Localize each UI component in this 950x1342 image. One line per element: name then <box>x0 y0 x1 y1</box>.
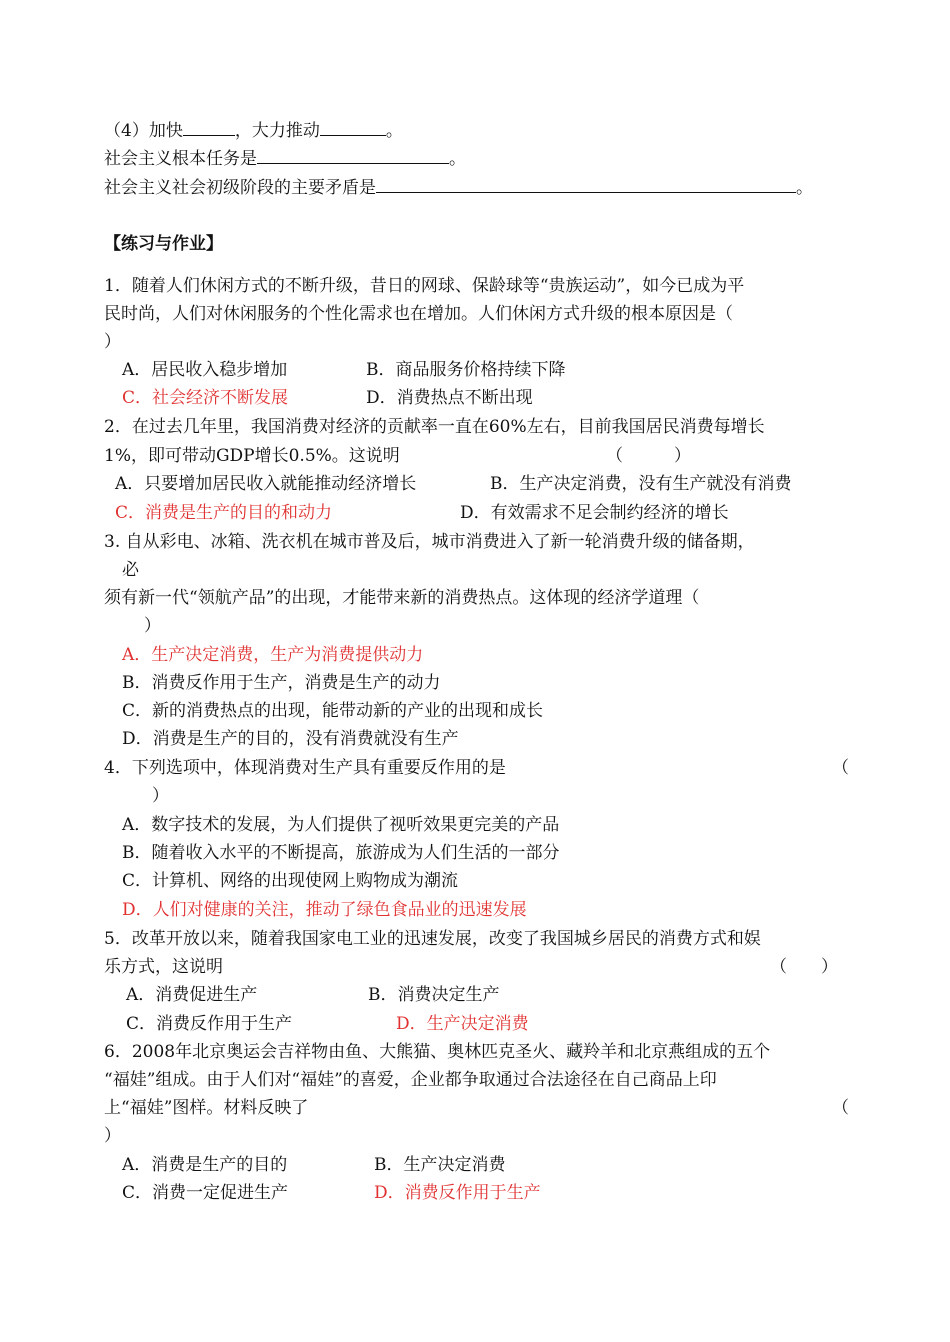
question-3-stem: 须有新一代“领航产品”的出现，才能带来新的消费热点。这体现的经济学道理（ <box>104 588 700 608</box>
question-4-stem: 4．下列选项中，体现消费对生产具有重要反作用的是 <box>104 758 506 778</box>
intro-text: 。 <box>796 178 813 198</box>
question-1-option-c: C．社会经济不断发展 <box>122 388 289 408</box>
answer-paren: （ ） <box>606 446 691 466</box>
question-5-stem: 5．改革开放以来，随着我国家电工业的迅速发展，改变了我国城乡居民的消费方式和娱 <box>104 929 761 949</box>
question-2-stem: 2．在过去几年里，我国消费对经济的贡献率一直在60%左右，目前我国居民消费每增长 <box>104 417 765 437</box>
answer-paren: （ ） <box>770 957 838 977</box>
question-5-option-d: D．生产决定消费 <box>396 1014 529 1034</box>
question-6-stem: 上“福娃”图样。材料反映了 <box>104 1098 309 1118</box>
question-1-option-b: B．商品服务价格持续下降 <box>366 360 566 380</box>
intro-line-3 <box>104 177 813 198</box>
answer-blank <box>257 148 449 164</box>
question-4-stem: ） <box>152 786 169 806</box>
intro-text: 社会主义社会初级阶段的主要矛盾是 <box>104 178 376 198</box>
question-4-option-a: A．数字技术的发展，为人们提供了视听效果更完美的产品 <box>122 815 560 835</box>
question-3-option-c: C．新的消费热点的出现，能带动新的产业的出现和成长 <box>122 701 544 721</box>
intro-text: （4）加快 <box>104 121 183 141</box>
question-5-option-c: C．消费反作用于生产 <box>126 1014 293 1034</box>
intro-line-1 <box>104 120 403 141</box>
answer-paren: （ <box>832 758 849 778</box>
question-6-stem: 6．2008年北京奥运会吉祥物由鱼、大熊猫、奥林匹克圣火、藏羚羊和北京燕组成的五个 <box>104 1042 771 1062</box>
section-title: 【练习与作业】 <box>104 234 223 254</box>
intro-text: 。 <box>449 149 466 169</box>
question-6-stem: “福娃”组成。由于人们对“福娃”的喜爱，企业都争取通过合法途径在自己商品上印 <box>104 1070 717 1090</box>
question-3-option-b: B．消费反作用于生产，消费是生产的动力 <box>122 673 441 693</box>
question-1-option-d: D．消费热点不断出现 <box>366 388 533 408</box>
question-2-option-c: C．消费是生产的目的和动力 <box>115 503 333 523</box>
intro-line-2 <box>104 148 466 169</box>
intro-text: 。 <box>385 121 403 141</box>
question-4-option-b: B．随着收入水平的不断提高，旅游成为人们生活的一部分 <box>122 843 560 863</box>
question-1-stem: 民时尚，人们对休闲服务的个性化需求也在增加。人们休闲方式升级的根本原因是（ <box>104 304 733 324</box>
question-5-stem: 乐方式，这说明 <box>104 957 223 977</box>
answer-paren: （ <box>832 1098 849 1118</box>
question-6-option-a: A．消费是生产的目的 <box>122 1155 288 1175</box>
question-3-option-d: D．消费是生产的目的，没有消费就没有生产 <box>122 729 459 749</box>
question-6-stem: ） <box>104 1126 121 1146</box>
question-6-option-c: C．消费一定促进生产 <box>122 1183 289 1203</box>
question-1-stem: 1．随着人们休闲方式的不断升级，昔日的网球、保龄球等“贵族运动”，如今已成为平 <box>104 276 745 296</box>
intro-text: ，大力推动 <box>234 121 320 141</box>
question-2-option-b: B．生产决定消费，没有生产就没有消费 <box>490 474 792 494</box>
question-3-stem: 必 <box>122 560 139 580</box>
intro-text: 社会主义根本任务是 <box>104 149 257 169</box>
question-6-option-d: D．消费反作用于生产 <box>374 1183 541 1203</box>
question-2-option-a: A．只要增加居民收入就能推动经济增长 <box>115 474 417 494</box>
question-3-option-a: A．生产决定消费，生产为消费提供动力 <box>122 645 424 665</box>
question-4-option-c: C．计算机、网络的出现使网上购物成为潮流 <box>122 871 459 891</box>
question-1-option-a: A．居民收入稳步增加 <box>122 360 288 380</box>
question-5-option-b: B．消费决定生产 <box>368 985 500 1005</box>
question-1-stem: ） <box>104 332 121 352</box>
question-5-option-a: A．消费促进生产 <box>126 985 258 1005</box>
question-3-stem: 3. 自从彩电、冰箱、洗衣机在城市普及后，城市消费进入了新一轮消费升级的储备期， <box>104 532 755 552</box>
question-4-option-d: D．人们对健康的关注，推动了绿色食品业的迅速发展 <box>122 900 527 920</box>
question-6-option-b: B．生产决定消费 <box>374 1155 506 1175</box>
answer-blank <box>376 177 796 193</box>
answer-blank <box>320 120 386 136</box>
question-3-stem: ） <box>144 616 161 636</box>
question-2-option-d: D．有效需求不足会制约经济的增长 <box>460 503 729 523</box>
question-2-stem: 1%，即可带动GDP增长0.5%。这说明 <box>104 446 400 466</box>
answer-blank <box>183 120 235 136</box>
